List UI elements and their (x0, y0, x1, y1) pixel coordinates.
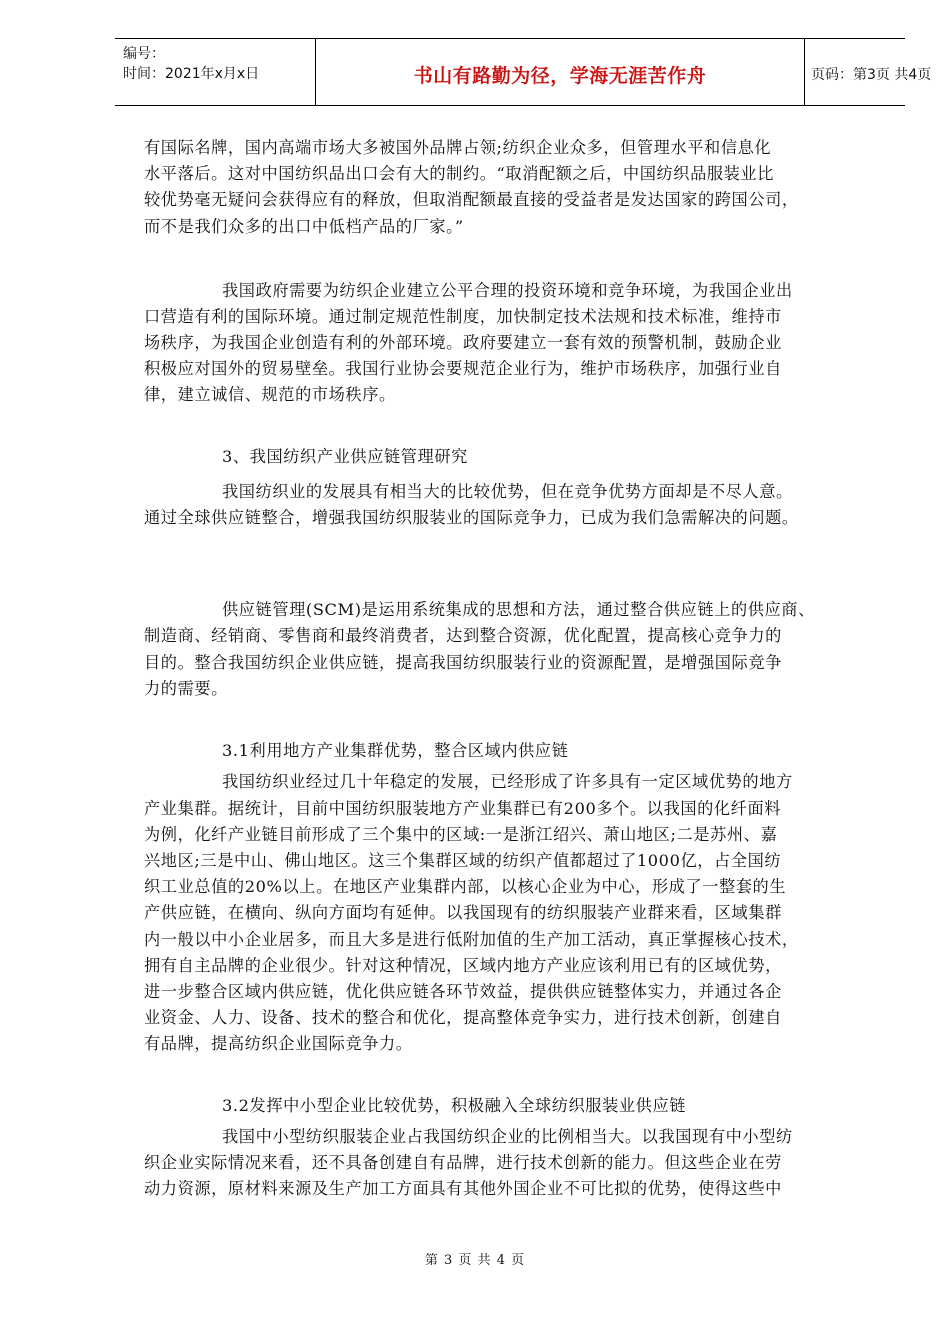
body-line: 水平落后。这对中国纺织品出口会有大的制约。“取消配额之后，中国纺织品服装业比 (144, 164, 775, 183)
body-line: 拥有自主品牌的企业很少。针对这种情况，区域内地方产业应该利用已有的区域优势， (144, 956, 782, 975)
body-line: 场秩序，为我国企业创造有利的外部环境。政府要建立一套有效的预警机制，鼓励企业 (144, 333, 782, 352)
header-page-cell (805, 39, 932, 105)
body-line: 口营造有利的国际环境。通过制定规范性制度，加快制定技术法规和技术标准，维持市 (144, 307, 782, 326)
section-heading: 3.1利用地方产业集群优势，整合区域内供应链 (222, 741, 569, 760)
body-line: 产业集群。据统计，目前中国纺织服装地方产业集群已有200多个。以我国的化纤面料 (144, 799, 782, 818)
body-line: 制造商、经销商、零售商和最终消费者，达到整合资源，优化配置，提高核心竞争力的 (144, 626, 782, 645)
body-line: 为例，化纤产业链目前形成了三个集中的区域:一是浙江绍兴、萧山地区;二是苏州、嘉 (144, 825, 778, 844)
body-line: 业资金、人力、设备、技术的整合和优化，提高整体竞争实力，进行技术创新，创建自 (144, 1008, 782, 1027)
body-line: 律，建立诚信、规范的市场秩序。 (144, 385, 396, 404)
body-line: 有国际名牌，国内高端市场大多被国外品牌占领;纺织企业众多，但管理水平和信息化 (144, 138, 772, 157)
body-line: 目的。整合我国纺织企业供应链，提高我国纺织服装行业的资源配置，是增强国际竞争 (144, 653, 782, 672)
header-page-info: 页码：第3页 共4页 (811, 67, 932, 83)
body-line: 产供应链，在横向、纵向方面均有延伸。以我国现有的纺织服装产业群来看，区域集群 (144, 903, 782, 922)
header-motto: 书山有路勤为径，学海无涯苦作舟 (413, 65, 707, 87)
section-heading: 3、我国纺织产业供应链管理研究 (222, 447, 468, 466)
body-line: 我国纺织业经过几十年稳定的发展，已经形成了许多具有一定区域优势的地方 (222, 772, 793, 791)
header-motto-cell (315, 39, 805, 105)
body-line: 积极应对国外的贸易壁垒。我国行业协会要规范企业行为，维护市场秩序，加强行业自 (144, 359, 782, 378)
body-line: 有品牌，提高纺织企业国际竞争力。 (144, 1034, 413, 1053)
page-footer: 第 3 页 共 4 页 (424, 1253, 526, 1268)
body-line: 织企业实际情况来看，还不具备创建自有品牌，进行技术创新的能力。但这些企业在劳 (144, 1153, 782, 1172)
body-line: 动力资源，原材料来源及生产加工方面具有其他外国企业不可比拟的优势，使得这些中 (144, 1179, 782, 1198)
section-heading: 3.2发挥中小型企业比较优势，积极融入全球纺织服装业供应链 (222, 1096, 687, 1115)
body-line: 供应链管理(SCM)是运用系统集成的思想和方法，通过整合供应链上的供应商、 (222, 600, 815, 619)
body-line: 较优势毫无疑问会获得应有的释放，但取消配额最直接的受益者是发达国家的跨国公司， (144, 190, 799, 209)
document-number: 编号： (123, 46, 165, 62)
body-line: 织工业总值的20%以上。在地区产业集群内部，以核心企业为中心，形成了一整套的生 (144, 877, 787, 896)
body-line: 进一步整合区域内供应链，优化供应链各环节效益，提供供应链整体实力，并通过各企 (144, 982, 782, 1001)
body-line: 我国纺织业的发展具有相当大的比较优势，但在竞争优势方面却是不尽人意。 (222, 482, 793, 501)
body-line: 通过全球供应链整合，增强我国纺织服装业的国际竞争力，已成为我们急需解决的问题。 (144, 508, 799, 527)
body-line: 兴地区;三是中山、佛山地区。这三个集群区域的纺织产值都超过了1000亿，占全国纺 (144, 851, 782, 870)
body-line: 内一般以中小企业居多，而且大多是进行低附加值的生产加工活动，真正掌握核心技术， (144, 930, 799, 949)
body-line: 力的需要。 (144, 679, 228, 698)
document-header (115, 38, 932, 106)
header-meta-cell (115, 39, 315, 105)
document-time: 时间：2021年x月x日 (123, 66, 260, 82)
body-line: 我国政府需要为纺织企业建立公平合理的投资环境和竞争环境，为我国企业出 (222, 281, 793, 300)
body-line: 我国中小型纺织服装企业占我国纺织企业的比例相当大。以我国现有中小型纺 (222, 1127, 793, 1146)
body-line: 而不是我们众多的出口中低档产品的厂家。” (144, 217, 464, 236)
